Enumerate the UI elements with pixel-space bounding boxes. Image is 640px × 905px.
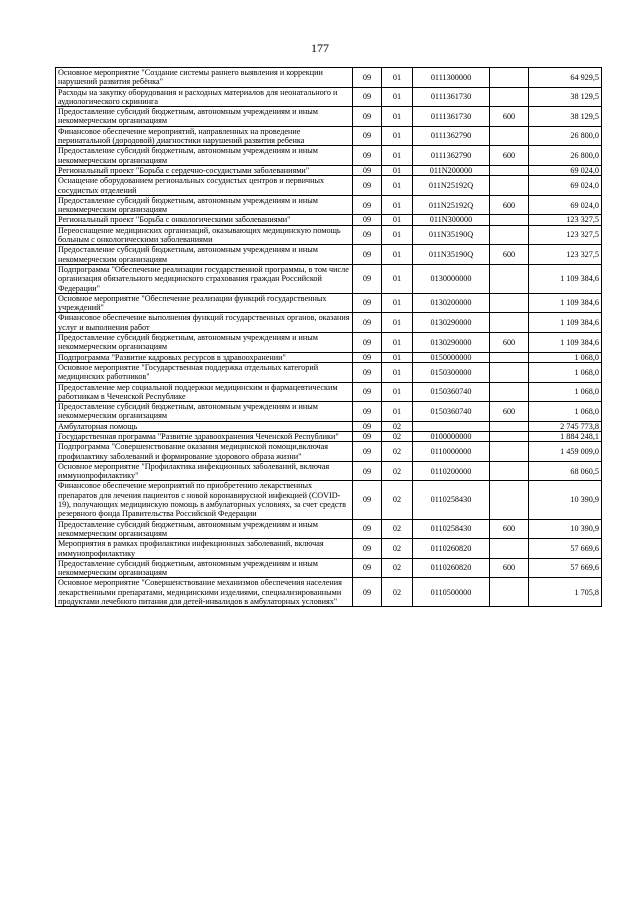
target-article-cell: 011N35190Q: [413, 245, 490, 265]
amount-cell: 69 024,0: [529, 195, 602, 215]
section-code-cell: 09: [353, 352, 382, 362]
section-code-cell: 09: [353, 402, 382, 422]
row-name-cell: Предоставление субсидий бюджетным, автономным учреждениям и иным некоммерческим организациям: [56, 558, 353, 578]
target-article-cell: 0110500000: [413, 578, 490, 607]
subsection-code-cell: 01: [382, 215, 413, 225]
target-article-cell: 0111362790: [413, 146, 490, 166]
table-row: [56, 87, 602, 107]
expense-type-cell: [490, 225, 529, 245]
expense-type-cell: [490, 313, 529, 333]
amount-cell: 26 800,0: [529, 126, 602, 146]
table-row: [56, 195, 602, 215]
target-article-cell: 0100000000: [413, 431, 490, 441]
table-row: [56, 558, 602, 578]
subsection-code-cell: 02: [382, 519, 413, 539]
target-article-cell: 0130290000: [413, 333, 490, 353]
section-code-cell: 09: [353, 362, 382, 382]
target-article-cell: [413, 421, 490, 431]
expense-type-cell: [490, 215, 529, 225]
target-article-cell: 011N25192Q: [413, 176, 490, 196]
section-code-cell: 09: [353, 264, 382, 293]
amount-cell: 123 327,5: [529, 215, 602, 225]
table-row: [56, 461, 602, 481]
subsection-code-cell: 01: [382, 333, 413, 353]
section-code-cell: 09: [353, 558, 382, 578]
amount-cell: 123 327,5: [529, 225, 602, 245]
subsection-code-cell: 01: [382, 195, 413, 215]
section-code-cell: 09: [353, 382, 382, 402]
row-name-cell: Подпрограмма "Развитие кадровых ресурсов в здравоохранении": [56, 352, 353, 362]
subsection-code-cell: 01: [382, 225, 413, 245]
subsection-code-cell: 02: [382, 578, 413, 607]
subsection-code-cell: 01: [382, 382, 413, 402]
section-code-cell: 09: [353, 519, 382, 539]
section-code-cell: 09: [353, 461, 382, 481]
expense-type-cell: [490, 87, 529, 107]
row-name-cell: Предоставление субсидий бюджетным, автономным учреждениям и иным некоммерческим организациям: [56, 107, 353, 127]
section-code-cell: 09: [353, 165, 382, 175]
section-code-cell: 09: [353, 146, 382, 166]
subsection-code-cell: 01: [382, 107, 413, 127]
target-article-cell: 0110258430: [413, 481, 490, 519]
target-article-cell: 0130000000: [413, 264, 490, 293]
table-row: [56, 107, 602, 127]
expense-type-cell: [490, 461, 529, 481]
row-name-cell: Основное мероприятие "Совершенствование механизмов обеспечения населения лекарственными препаратами, медицинскими изделиями, специализированными продуктами лечебного питания для детей-инвалидов в амбулаторных условиях": [56, 578, 353, 607]
section-code-cell: 09: [353, 421, 382, 431]
expense-type-cell: 600: [490, 195, 529, 215]
table-row: [56, 519, 602, 539]
target-article-cell: 011N300000: [413, 215, 490, 225]
expense-type-cell: [490, 421, 529, 431]
amount-cell: 64 929,5: [529, 68, 602, 88]
table-row: [56, 352, 602, 362]
table-row: [56, 245, 602, 265]
target-article-cell: 0111361730: [413, 107, 490, 127]
table-row: [56, 333, 602, 353]
table-row: [56, 313, 602, 333]
target-article-cell: 0111361730: [413, 87, 490, 107]
target-article-cell: 011N200000: [413, 165, 490, 175]
target-article-cell: 0150360740: [413, 402, 490, 422]
subsection-code-cell: 02: [382, 481, 413, 519]
subsection-code-cell: 02: [382, 558, 413, 578]
target-article-cell: 0130200000: [413, 293, 490, 313]
section-code-cell: 09: [353, 87, 382, 107]
row-name-cell: Государственная программа "Развитие здравоохранения Чеченской Республики": [56, 431, 353, 441]
section-code-cell: 09: [353, 442, 382, 462]
table-row: [56, 215, 602, 225]
section-code-cell: 09: [353, 313, 382, 333]
section-code-cell: 09: [353, 68, 382, 88]
amount-cell: 38 129,5: [529, 87, 602, 107]
target-article-cell: 0110260820: [413, 539, 490, 559]
subsection-code-cell: 01: [382, 293, 413, 313]
subsection-code-cell: 01: [382, 126, 413, 146]
amount-cell: 1 705,8: [529, 578, 602, 607]
row-name-cell: Оснащение оборудованием региональных сосудистых центров и первичных сосудистых отделений: [56, 176, 353, 196]
section-code-cell: 09: [353, 195, 382, 215]
budget-table: [55, 67, 602, 607]
amount-cell: 1 459 009,0: [529, 442, 602, 462]
amount-cell: 123 327,5: [529, 245, 602, 265]
amount-cell: 1 109 384,6: [529, 333, 602, 353]
table-row: [56, 402, 602, 422]
amount-cell: 10 390,9: [529, 519, 602, 539]
table-row: [56, 126, 602, 146]
row-name-cell: Расходы на закупку оборудования и расходных материалов для неонатального и аудиологического скрининга: [56, 87, 353, 107]
expense-type-cell: [490, 68, 529, 88]
section-code-cell: 09: [353, 481, 382, 519]
expense-type-cell: [490, 578, 529, 607]
section-code-cell: 09: [353, 333, 382, 353]
amount-cell: 38 129,5: [529, 107, 602, 127]
expense-type-cell: 600: [490, 107, 529, 127]
target-article-cell: 0150000000: [413, 352, 490, 362]
table-row: [56, 293, 602, 313]
section-code-cell: 09: [353, 245, 382, 265]
table-row: [56, 481, 602, 519]
subsection-code-cell: 01: [382, 165, 413, 175]
row-name-cell: Финансовое обеспечение выполнения функций государственных органов, оказания услуг и выполнения работ: [56, 313, 353, 333]
section-code-cell: 09: [353, 107, 382, 127]
target-article-cell: 011N25192Q: [413, 195, 490, 215]
expense-type-cell: [490, 293, 529, 313]
row-name-cell: Основное мероприятие "Обеспечение реализации функций государственных учреждений": [56, 293, 353, 313]
expense-type-cell: [490, 165, 529, 175]
expense-type-cell: [490, 352, 529, 362]
row-name-cell: Предоставление субсидий бюджетным, автономным учреждениям и иным некоммерческим организациям: [56, 519, 353, 539]
amount-cell: 69 024,0: [529, 176, 602, 196]
section-code-cell: 09: [353, 176, 382, 196]
expense-type-cell: [490, 382, 529, 402]
target-article-cell: 0111300000: [413, 68, 490, 88]
amount-cell: 69 024,0: [529, 165, 602, 175]
section-code-cell: 09: [353, 215, 382, 225]
row-name-cell: Амбулаторная помощь: [56, 421, 353, 431]
row-name-cell: Переоснащение медицинских организаций, оказывающих медицинскую помощь больным с онкологическими заболеваниями: [56, 225, 353, 245]
table-row: [56, 431, 602, 441]
table-row: [56, 176, 602, 196]
expense-type-cell: [490, 362, 529, 382]
subsection-code-cell: 01: [382, 87, 413, 107]
amount-cell: 1 884 248,1: [529, 431, 602, 441]
budget-table-body: [56, 68, 602, 607]
table-row: [56, 382, 602, 402]
amount-cell: 1 068,0: [529, 362, 602, 382]
row-name-cell: Подпрограмма "Обеспечение реализации государственной программы, в том числе организация обязательного медицинского страхования граждан Российской Федерации": [56, 264, 353, 293]
subsection-code-cell: 01: [382, 362, 413, 382]
expense-type-cell: 600: [490, 333, 529, 353]
table-row: [56, 68, 602, 88]
row-name-cell: Основное мероприятие "Государственная поддержка отдельных категорий медицинских работников": [56, 362, 353, 382]
subsection-code-cell: 01: [382, 176, 413, 196]
subsection-code-cell: 02: [382, 442, 413, 462]
expense-type-cell: 600: [490, 519, 529, 539]
row-name-cell: Предоставление субсидий бюджетным, автономным учреждениям и иным некоммерческим организациям: [56, 402, 353, 422]
amount-cell: 57 669,6: [529, 558, 602, 578]
section-code-cell: 09: [353, 293, 382, 313]
amount-cell: 2 745 773,8: [529, 421, 602, 431]
table-row: [56, 146, 602, 166]
section-code-cell: 09: [353, 539, 382, 559]
row-name-cell: Предоставление субсидий бюджетным, автономным учреждениям и иным некоммерческим организациям: [56, 195, 353, 215]
subsection-code-cell: 01: [382, 245, 413, 265]
row-name-cell: Основное мероприятие "Создание системы раннего выявления и коррекции нарушений развития ребёнка": [56, 68, 353, 88]
section-code-cell: 09: [353, 126, 382, 146]
expense-type-cell: [490, 126, 529, 146]
amount-cell: 1 109 384,6: [529, 293, 602, 313]
table-row: [56, 225, 602, 245]
subsection-code-cell: 01: [382, 146, 413, 166]
amount-cell: 1 068,0: [529, 402, 602, 422]
subsection-code-cell: 01: [382, 402, 413, 422]
row-name-cell: Финансовое обеспечение мероприятий по приобретению лекарственных препаратов для лечения пациентов с новой коронавирусной инфекцией (COVID-19), получающих медицинскую помощь в амбулаторных условиях, за счет средств резервного фонда Правительства Российской Федерации: [56, 481, 353, 519]
expense-type-cell: [490, 481, 529, 519]
amount-cell: 10 390,9: [529, 481, 602, 519]
row-name-cell: Региональный проект "Борьба с онкологическими заболеваниями": [56, 215, 353, 225]
subsection-code-cell: 01: [382, 352, 413, 362]
expense-type-cell: 600: [490, 245, 529, 265]
subsection-code-cell: 01: [382, 313, 413, 333]
amount-cell: 1 068,0: [529, 352, 602, 362]
table-row: [56, 165, 602, 175]
target-article-cell: 011N35190Q: [413, 225, 490, 245]
target-article-cell: 0110000000: [413, 442, 490, 462]
table-row: [56, 362, 602, 382]
section-code-cell: 09: [353, 225, 382, 245]
amount-cell: 68 060,5: [529, 461, 602, 481]
target-article-cell: 0110258430: [413, 519, 490, 539]
subsection-code-cell: 02: [382, 431, 413, 441]
row-name-cell: Финансовое обеспечение мероприятий, направленных на проведение перинатальной (дородовой) диагностики нарушений развития ребенка: [56, 126, 353, 146]
row-name-cell: Мероприятия в рамках профилактики инфекционных заболеваний, включая иммунопрофилактику: [56, 539, 353, 559]
expense-type-cell: 600: [490, 402, 529, 422]
subsection-code-cell: 02: [382, 539, 413, 559]
amount-cell: 57 669,6: [529, 539, 602, 559]
table-row: [56, 578, 602, 607]
page-number: 177: [311, 41, 329, 55]
row-name-cell: Предоставление субсидий бюджетным, автономным учреждениям и иным некоммерческим организациям: [56, 146, 353, 166]
row-name-cell: Предоставление субсидий бюджетным, автономным учреждениям и иным некоммерческим организациям: [56, 245, 353, 265]
expense-type-cell: [490, 442, 529, 462]
table-row: [56, 264, 602, 293]
expense-type-cell: 600: [490, 558, 529, 578]
amount-cell: 26 800,0: [529, 146, 602, 166]
row-name-cell: Предоставление субсидий бюджетным, автономным учреждениям и иным некоммерческим организациям: [56, 333, 353, 353]
row-name-cell: Основное мероприятие "Профилактика инфекционных заболеваний, включая иммунопрофилактику": [56, 461, 353, 481]
amount-cell: 1 109 384,6: [529, 264, 602, 293]
row-name-cell: Подпрограмма "Совершенствование оказания медицинской помощи,включая профилактику заболеваний и формирование здорового образа жизни": [56, 442, 353, 462]
target-article-cell: 0110200000: [413, 461, 490, 481]
table-row: [56, 421, 602, 431]
target-article-cell: 0130290000: [413, 313, 490, 333]
row-name-cell: Региональный проект "Борьба с сердечно-сосудистыми заболеваниями": [56, 165, 353, 175]
row-name-cell: Предоставление мер социальной поддержки медицинским и фармацевтическим работникам в Чеченской Республике: [56, 382, 353, 402]
amount-cell: 1 109 384,6: [529, 313, 602, 333]
subsection-code-cell: 02: [382, 461, 413, 481]
section-code-cell: 09: [353, 578, 382, 607]
expense-type-cell: 600: [490, 146, 529, 166]
expense-type-cell: [490, 264, 529, 293]
target-article-cell: 0111362790: [413, 126, 490, 146]
target-article-cell: 0110260820: [413, 558, 490, 578]
expense-type-cell: [490, 176, 529, 196]
subsection-code-cell: 02: [382, 421, 413, 431]
table-row: [56, 442, 602, 462]
target-article-cell: 0150300000: [413, 362, 490, 382]
subsection-code-cell: 01: [382, 264, 413, 293]
target-article-cell: 0150360740: [413, 382, 490, 402]
section-code-cell: 09: [353, 431, 382, 441]
expense-type-cell: [490, 431, 529, 441]
amount-cell: 1 068,0: [529, 382, 602, 402]
table-row: [56, 539, 602, 559]
subsection-code-cell: 01: [382, 68, 413, 88]
expense-type-cell: [490, 539, 529, 559]
